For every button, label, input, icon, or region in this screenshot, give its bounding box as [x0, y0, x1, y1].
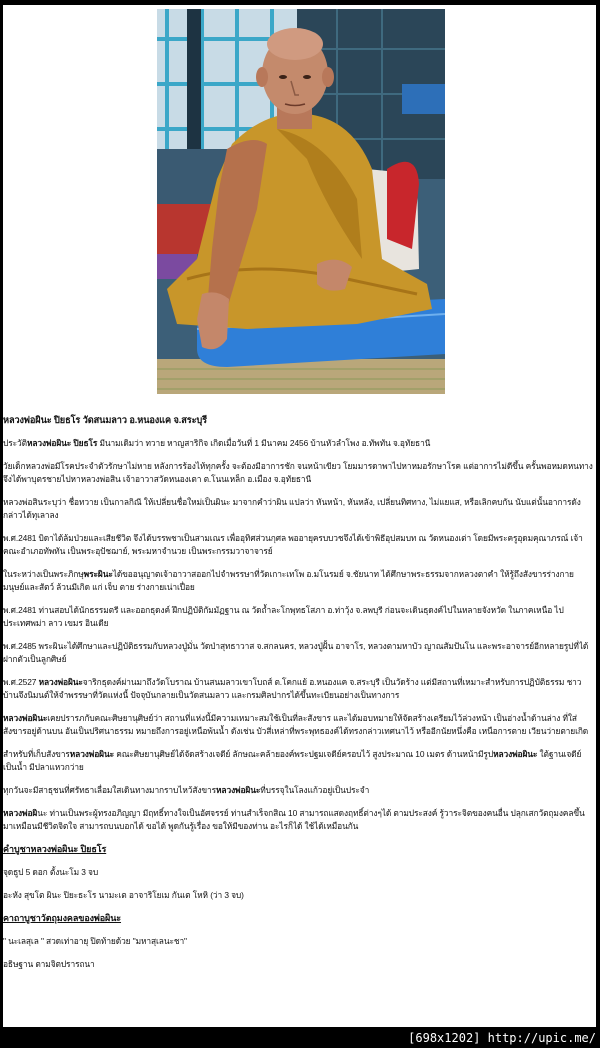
paragraph-text: ใต้ฐานเจดีย์เป็นน้ำ มีปลาแหวกว่าย	[3, 749, 582, 772]
paragraph-ordination: พ.ศ.2481 บิดาได้ล้มป่วยและเสียชีวิต จึงได้บรรพชาเป็นสามเณร เพื่ออุทิศส่วนกุศล พออายุครบบวชจึงได้เข้าพิธีอุปสมบท ณ วัดหนองเต่า โดยมีพระครูอุดมคุณาภรณ์ เจ้าคณะอำเภอทัพทัน เป็นพระอุปัชฌาย์, พระมหาจำนวย เป็นพระกรรมวาจาจารย์	[3, 533, 583, 556]
paragraph-text: มีนามเดิมว่า ทวาย หาญสาริกิจ เกิดเมื่อวันที่ 1 มีนาคม 2456 บ้านหัวลำโพง อ.ทัพทัน จ.อุทัยธานี	[97, 438, 431, 448]
monk-name-bold: หลวงพ่อผินะ	[3, 713, 48, 723]
monk-name-bold: พระผินะ	[83, 569, 113, 579]
monk-name-bold: หลวงพ่อผิ	[3, 808, 38, 818]
paragraph-text: นะ ท่านเป็นพระผู้ทรงอภิญญา มีฤทธิ์ทางใจเป็นอัศจรรย์ ท่านสำเร็จกสิณ 10 สามารถแสดงฤทธิ์ต่างๆได้ ตามประสงค์ รู้วาระจิตของคนอื่น ปลุกเสกวัตถุมงคลขึ้นมาเหมือนมีชีวิตจิตใจ สามารถบนบอกได้ ขอได้ พูดกันรู้เรื่อง ขอให้มีของท่าน อะไรก็ได้ ใช้ได้เหมือนกัน	[3, 808, 585, 831]
amulet-prayer-heading: คาถาบูชาวัตถุมงคลของพ่อผินะ	[3, 913, 122, 923]
prayer-instruction: จุดธูป 5 ดอก ตั้งนะโม 3 จบ	[3, 867, 99, 877]
paragraph-worship	[3, 784, 593, 797]
paragraph-childhood: วัยเด็กหลวงพ่อมีโรคประจำตัวรักษาไม่หาย หลังการร้องไห้ทุกครั้ง จะต้องมีอาการชัก จนหน้าเขียว โยมมารดาพาไปหาหมอรักษาโรค แต่อาการไม่ดีขึ้น ครั้นพอหมดหนทางจึงได้พาบุตรชายไปหาหลวงพ่อสิน เจ้าอาวาสวัดหนองเตา ต.โนนเหล็ก อ.เมือง จ.อุทัยธานี	[3, 461, 593, 484]
monk-name-bold: หลวงพ่อผินะ	[216, 785, 261, 795]
paragraph-text: เคยปรารภกับคณะศิษยานุศิษย์ว่า สถานที่แห่งนี้มีความเหมาะสมใช้เป็นที่ละสังขาร และได้มอบหมายให้จัดสร้างเตรียมไว้ล่วงหน้า เป็นอ่างน้ำด้านล่าง ที่ใส่สังขารอยู่ด้านบน อันเป็นปริศนาธรรม หมายถึงการอยู่เหนือพ้นน้ำ ดังเช่น บัวสี่เหล่าที่พระพุทธองค์ได้ทรงกล่าวเทศนาไว้ หรืออีกนัยหนึ่งคือ เหนือการตาย เวียนว่ายตายเกิด	[3, 713, 589, 736]
amulet-chant: " นะเลสุเล " สวดเท่าอายุ ปิดท้ายด้วย "มหาสุเลนะชา"	[3, 936, 187, 946]
paragraph-pilgrimage: พ.ศ.2481 ท่านสอบได้นักธรรมตรี และออกธุดงค์ ฝึกปฏิบัติกัมมัฏฐาน ณ วัดถ้ำละโกพุทธโสภา อ.ท่าวุ้ง จ.ลพบุรี ก่อนจะเดินธุดงค์ไปในหลายจังหวัด ในภาคเหนือ ไป ประเทศพม่า ลาว เขมร อินเดีย	[3, 605, 564, 628]
paragraph-prefix: พ.ศ.2527	[3, 677, 39, 687]
paragraph-prefix: ประวัติ	[3, 438, 27, 448]
paragraph-teachers: พ.ศ.2485 พระผินะได้ศึกษาและปฏิบัติธรรมกับหลวงปู่มั่น วัดป่าสุทธาวาส จ.สกลนคร, หลวงปู่ฝั้น อาจาโร, หลวงตามหาบัว ญาณสัมปันโน และพระอาจารย์อีกหลายรูปที่ได้ฝากตัวเป็นลูกศิษย์	[3, 641, 589, 664]
paragraph-chedi	[3, 748, 593, 774]
prayer-heading: คำบูชาหลวงพ่อผินะ ปิยธโร	[3, 844, 107, 854]
paragraph-text: จาริกธุดงค์ผ่านมาถึงวัดโบราณ บ้านสนมลาวเขาโบถส์ ต.โคกแย้ อ.หนองแค จ.สระบุรี เป็นวัดร้าง แต่มีสถานที่เหมาะสำหรับการปฏิบัติธรรม ชาวบ้านจึงนิมนต์ให้จำพรรษาที่วัดแห่งนี้ ปัจจุบันกลายเป็นวัดสนมลาว และกรมศิลปากรได้ขึ้นทะเบียนอย่างเป็นทางการ	[3, 677, 582, 700]
monk-photo	[157, 9, 445, 394]
paragraph-prefix: สำหรับที่เก็บสังขาร	[3, 749, 70, 759]
article-body	[3, 414, 593, 981]
paragraph-prefix: ในระหว่างเป็นพระภิกษุ	[3, 569, 84, 579]
paragraph-study	[3, 568, 593, 594]
paragraph-name-change: หลวงพ่อสินระบุว่า ชื่อทวาย เป็นกาลกิณี ให้เปลี่ยนชื่อใหม่เป็นผินะ มาจากคำว่าผิน แปลว่า หันหน้า, หันหลัง, เปลี่ยนทิศทาง, ไม่แยแส, หรือเลิกคบกัน นับแต่นั้นอาการดังกล่าวได้ทุเลาลง	[3, 497, 581, 520]
amulet-wish: อธิษฐาน ตามจิตปรารถนา	[3, 959, 95, 969]
document-page	[3, 5, 596, 1027]
monk-name-bold: หลวงพ่อผินะ	[69, 749, 114, 759]
prayer-chant: อะหัง สุขโต ผินะ ปิยะธะโร นามะเต อาจาริโยเม กันเต โหหิ (ว่า 3 จบ)	[3, 890, 244, 900]
paragraph-powers	[3, 807, 593, 833]
article-title: หลวงพ่อผินะ ปิยธโร วัดสนมลาว อ.หนองแค จ.สระบุรี	[3, 415, 207, 425]
paragraph-text: คณะศิษยานุศิษย์ได้จัดสร้างเจดีย์ ลักษณะคล้ายองค์พระปฐมเจดีย์ครอบไว้ สูงประมาณ 10 เมตร ด้านหน้ามีรูป	[113, 749, 494, 759]
paragraph-resting-place	[3, 712, 593, 738]
paragraph-temple	[3, 676, 593, 702]
paragraph-text: ที่บรรจุในโลงแก้วอยู่เป็นประจำ	[260, 785, 370, 795]
paragraph-text: ได้ขออนุญาตเจ้าอาวาสออกไปจำพรรษาที่วัดเกาะเทโพ อ.มโนรมย์ จ.ชัยนาท ได้ศึกษาพระธรรมจากหลวงตาคำ ให้รู้ถึงสังขารร่างกายมนุษย์และสัตว์ ล้วนมีเกิด แก่ เจ็บ ตาย ร่างกายเน่าเปื่อย	[3, 569, 574, 592]
image-host-watermark: [698x1202] http://upic.me/	[408, 1031, 596, 1045]
paragraph-prefix: ทุกวันจะมีสาธุชนที่ศรัทธาเลื่อมใสเดินทางมากราบไหว้สังขาร	[3, 785, 217, 795]
paragraph-biography	[3, 437, 593, 450]
monk-name-bold: หลวงพ่อผินะ ปิยธโร	[26, 438, 98, 448]
monk-name-bold: หลวงพ่อผินะ	[493, 749, 538, 759]
monk-photo-image	[157, 9, 445, 394]
monk-name-bold: หลวงพ่อผินะ	[38, 677, 83, 687]
